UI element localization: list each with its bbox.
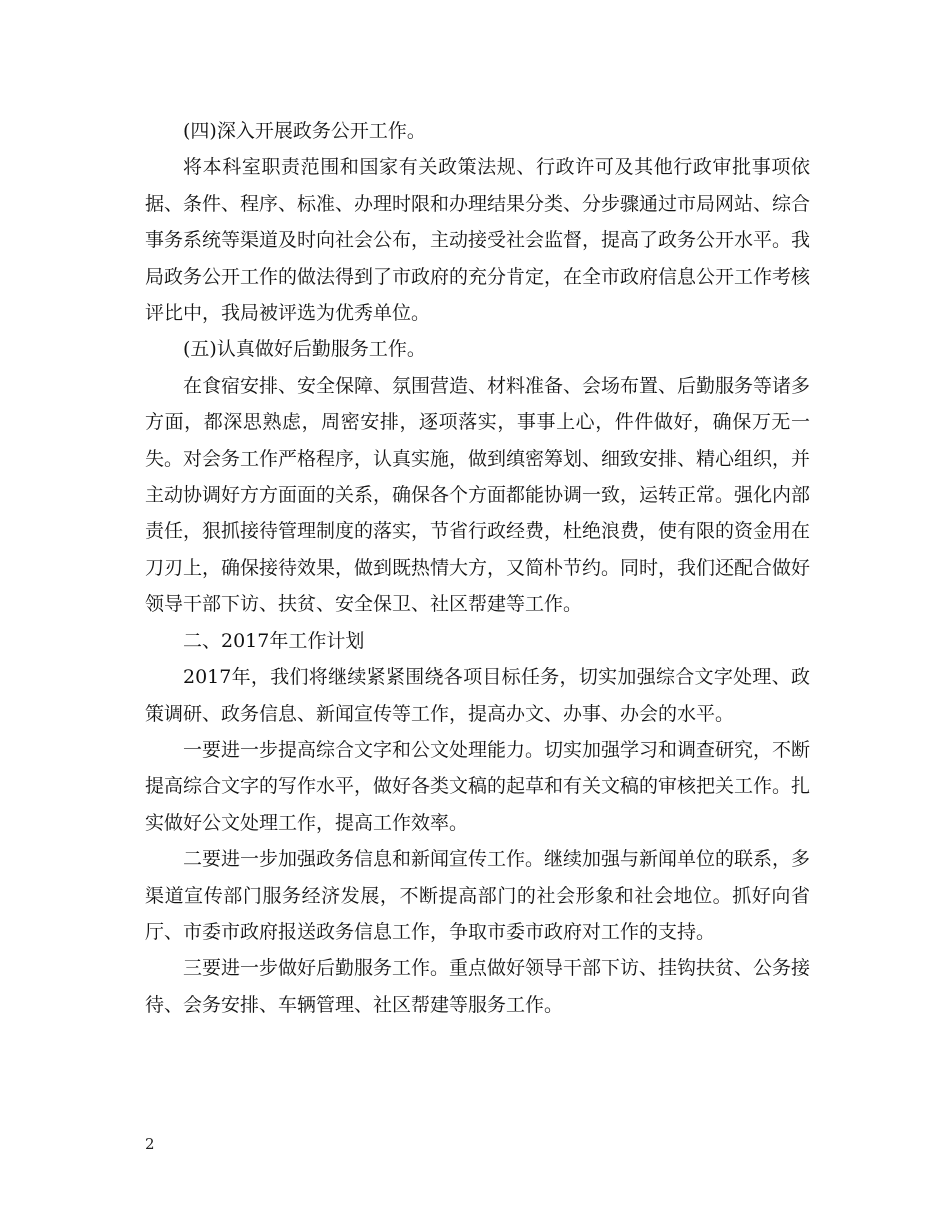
paragraph-work-plan-intro: 2017年，我们将继续紧紧围绕各项目标任务，切实加强综合文字处理、政策调研、政务信息、新闻宣传等工作，提高办文、办事、办会的水平。 (145, 666, 810, 725)
paragraph-logistics-services: 在食宿安排、安全保障、氛围营造、材料准备、会场布置、后勤服务等诸多方面，都深思熟虑，周密安排，逐项落实，事事上心，件件做好，确保万无一失。对会务工作严格程序，认真实施，做到缜密筹划、细致安排、精心组织，并主动协调好方方面面的关系，确保各个方面都能协调一致，运转正常。强化内部责任，狠抓接待管理制度的落实，节省行政经费，杜绝浪费，使有限的资金用在刀刃上，确保接待效果，做到既热情大方，又简朴节约。同时，我们还配合做好领导干部下访、扶贫、安全保卫、社区帮建等工作。 (145, 374, 811, 616)
heading-section-4: (四)深入开展政务公开工作。 (183, 120, 426, 142)
page-number: 2 (145, 1135, 155, 1153)
heading-section-5: (五)认真做好后勤服务工作。 (183, 338, 426, 361)
document-body (145, 113, 810, 1023)
paragraph-plan-item-2: 二要进一步加强政务信息和新闻宣传工作。继续加强与新闻单位的联系，多渠道宣传部门服务经济发展，不断提高部门的社会形象和社会地位。抓好向省厅、市委市政府报送政务信息工作，争取市委市政府对工作的支持。 (145, 848, 811, 943)
paragraph-plan-item-1: 一要进一步提高综合文字和公文处理能力。切实加强学习和调查研究，不断提高综合文字的写作水平，做好各类文稿的起草和有关文稿的审核把关工作。扎实做好公文处理工作，提高工作效率。 (145, 738, 811, 834)
paragraph-government-affairs-openness: 将本科室职责范围和国家有关政策法规、行政许可及其他行政审批事项依据、条件、程序、标准、办理时限和办理结果分类、分步骤通过市局网站、综合事务系统等渠道及时向社会公布，主动接受社会监督，提高了政务公开水平。我局政务公开工作的做法得到了市政府的充分肯定，在全市政府信息公开工作考核评比中，我局被评选为优秀单位。 (145, 156, 811, 325)
paragraph-plan-item-3: 三要进一步做好后勤服务工作。重点做好领导干部下访、挂钩扶贫、公务接待、会务安排、车辆管理、社区帮建等服务工作。 (145, 957, 811, 1016)
heading-work-plan-2017: 二、2017年工作计划 (183, 629, 365, 652)
